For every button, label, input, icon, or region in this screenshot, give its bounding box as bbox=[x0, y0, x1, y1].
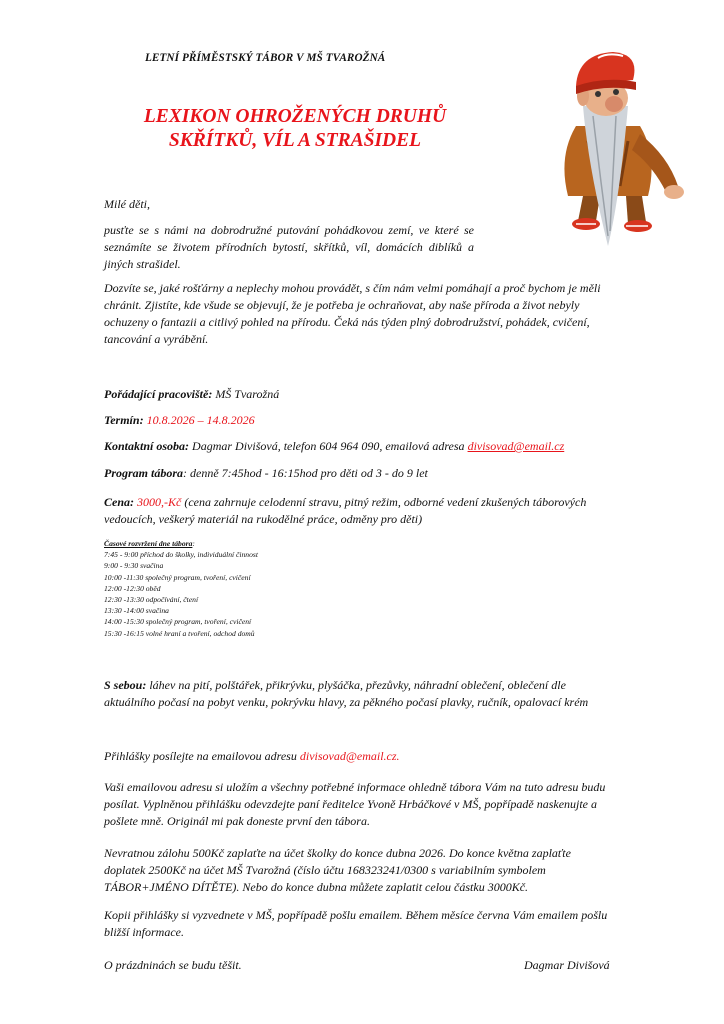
bring-line-1: láhev na pití, polštářek, přikrývku, plyšáčka, přezůvky, náhradní oblečení, oblečení dle bbox=[146, 678, 566, 692]
term-value: 10.8.2026 – 14.8.2026 bbox=[143, 413, 255, 427]
contact-value: Dagmar Divišová, telefon 604 964 090, emailová adresa bbox=[189, 439, 468, 453]
schedule-title: Časové rozvržení dne tábora bbox=[104, 539, 193, 548]
program-label: Program tábora bbox=[104, 466, 184, 480]
contact-row bbox=[104, 438, 564, 455]
price-row bbox=[104, 494, 659, 528]
price-note: (cena zahrnuje celodenní stravu, pitný režim, odborné vedení zkušených táborových bbox=[181, 495, 587, 509]
price-note-2: vedoucích, veškerý materiál na rukodělné práce, odměny pro děti) bbox=[104, 512, 423, 526]
copy-line: Kopii přihlášky si vyzvednete v MŠ, popřípadě pošlu emailem. Během měsíce června Vám emailem pošlu bbox=[104, 908, 608, 922]
schedule-item: 14:00 -15:30 společný program, tvoření, cvičení bbox=[104, 617, 252, 627]
schedule-item: 9:00 - 9:30 svačina bbox=[104, 561, 164, 571]
signature: Dagmar Divišová bbox=[524, 958, 610, 972]
schedule-item: 15:30 -16:15 volné hraní a tvoření, odchod domů bbox=[104, 628, 255, 638]
title-line-2: SKŘÍTKŮ, VÍL A STRAŠIDEL bbox=[168, 130, 422, 151]
apply-text: Přihlášky posílejte na emailovou adresu bbox=[104, 749, 300, 763]
intro2-line: ochuzeny o fantazii a citlivý pohled na přírodu. Čeká nás týden plný dobrodružství, pohádek, cvičení, bbox=[104, 315, 590, 329]
daily-schedule bbox=[104, 538, 258, 639]
apply-paragraph bbox=[104, 748, 400, 765]
title-line-1: LEXIKON OHROŽENÝCH DRUHŮ bbox=[143, 106, 447, 127]
email-paragraph bbox=[104, 779, 664, 830]
schedule-item: 13:30 -14:00 svačina bbox=[104, 606, 169, 616]
program-row bbox=[104, 465, 428, 482]
contact-label: Kontaktní osoba: bbox=[104, 439, 190, 453]
intro2-line: tancování a vyrábění. bbox=[104, 332, 209, 346]
price-value: 3000,-Kč bbox=[134, 495, 182, 509]
organizer-row bbox=[104, 386, 279, 403]
deposit-line: Nevratnou zálohu 500Kč zaplaťte na účet školky do konce dubna 2026. Do konce května zaplaťte bbox=[104, 846, 571, 860]
bring-along-row bbox=[104, 677, 659, 711]
intro2-line: Dozvíte se, jaké rošťárny a neplechy mohou provádět, s čím nám velmi pomáhají a proč bychom je měli bbox=[104, 281, 601, 295]
schedule-item: 7:45 - 9:00 příchod do školky, individuální činnost bbox=[104, 550, 258, 560]
camp-header: LETNÍ PŘÍMĚSTSKÝ TÁBOR V MŠ TVAROŽNÁ bbox=[145, 52, 386, 64]
email-line: posílat. Vyplněnou přihlášku odevzdejte paní ředitelce Yvoně Hrbáčkové v MŠ, popřípadě naskenujte a bbox=[104, 797, 598, 811]
gnome-illustration bbox=[528, 46, 698, 261]
apply-email-link[interactable]: divisovad@email.cz. bbox=[299, 749, 400, 763]
deposit-line: TÁBOR+JMÉNO DÍTĚTE). Nebo do konce dubna můžete zaplatit celou částku 3000Kč. bbox=[104, 880, 529, 894]
email-line: Vaši emailovou adresu si uložím a všechny potřebné informace ohledně tábora Vám na tuto adresu budu bbox=[104, 780, 606, 794]
deposit-line: doplatek 2500Kč na účet MŠ Tvarožná (číslo účtu 168323241/0300 s variabilním symbolem bbox=[104, 863, 546, 877]
email-line: pošlete mně. Originál mi pak doneste první den tábora. bbox=[104, 814, 370, 828]
schedule-item: 10:00 -11:30 společný program, tvoření, cvičení bbox=[104, 572, 251, 582]
intro2-line: chránit. Zjistíte, kde všude se objevují, že je potřeba je ochraňovat, aby naše příroda a život nebyly bbox=[104, 298, 580, 312]
greeting: Milé děti, bbox=[104, 197, 150, 211]
bring-line-2: aktuálního počasí na pobyt venku, pokrývku hlavy, za pěkného počasí plavky, ručník, opalovací krém bbox=[104, 695, 589, 709]
schedule-item: 12:30 -13:30 odpočívání, čtení bbox=[104, 595, 199, 605]
organizer-value: MŠ Tvarožná bbox=[212, 387, 280, 401]
copy-paragraph bbox=[104, 907, 664, 941]
price-label: Cena: bbox=[104, 495, 134, 509]
term-label: Termín: bbox=[104, 413, 144, 427]
closing-text: O prázdninách se budu těšit. bbox=[104, 958, 242, 972]
copy-line: bližší informace. bbox=[104, 925, 184, 939]
program-value: : denně 7:45hod - 16:15hod pro děti od 3 - do 9 let bbox=[183, 466, 428, 480]
deposit-paragraph bbox=[104, 845, 664, 896]
contact-email-link[interactable]: divisovad@email.cz bbox=[467, 439, 565, 453]
term-row bbox=[104, 412, 255, 429]
page-title bbox=[90, 105, 500, 153]
bring-label: S sebou: bbox=[104, 678, 147, 692]
organizer-label: Pořádající pracoviště: bbox=[104, 387, 213, 401]
schedule-item: 12:00 -12:30 oběd bbox=[104, 583, 161, 593]
intro-paragraph-1: pusťte se s námi na dobrodružné putování pohádkovou zemí, ve které se seznámíte se životem přírodních bytostí, skřítků, víl, domácích diblíků a jiných strašidel. bbox=[104, 223, 474, 271]
schedule-title-suffix: : bbox=[192, 539, 195, 548]
intro-paragraph-2 bbox=[104, 280, 652, 348]
